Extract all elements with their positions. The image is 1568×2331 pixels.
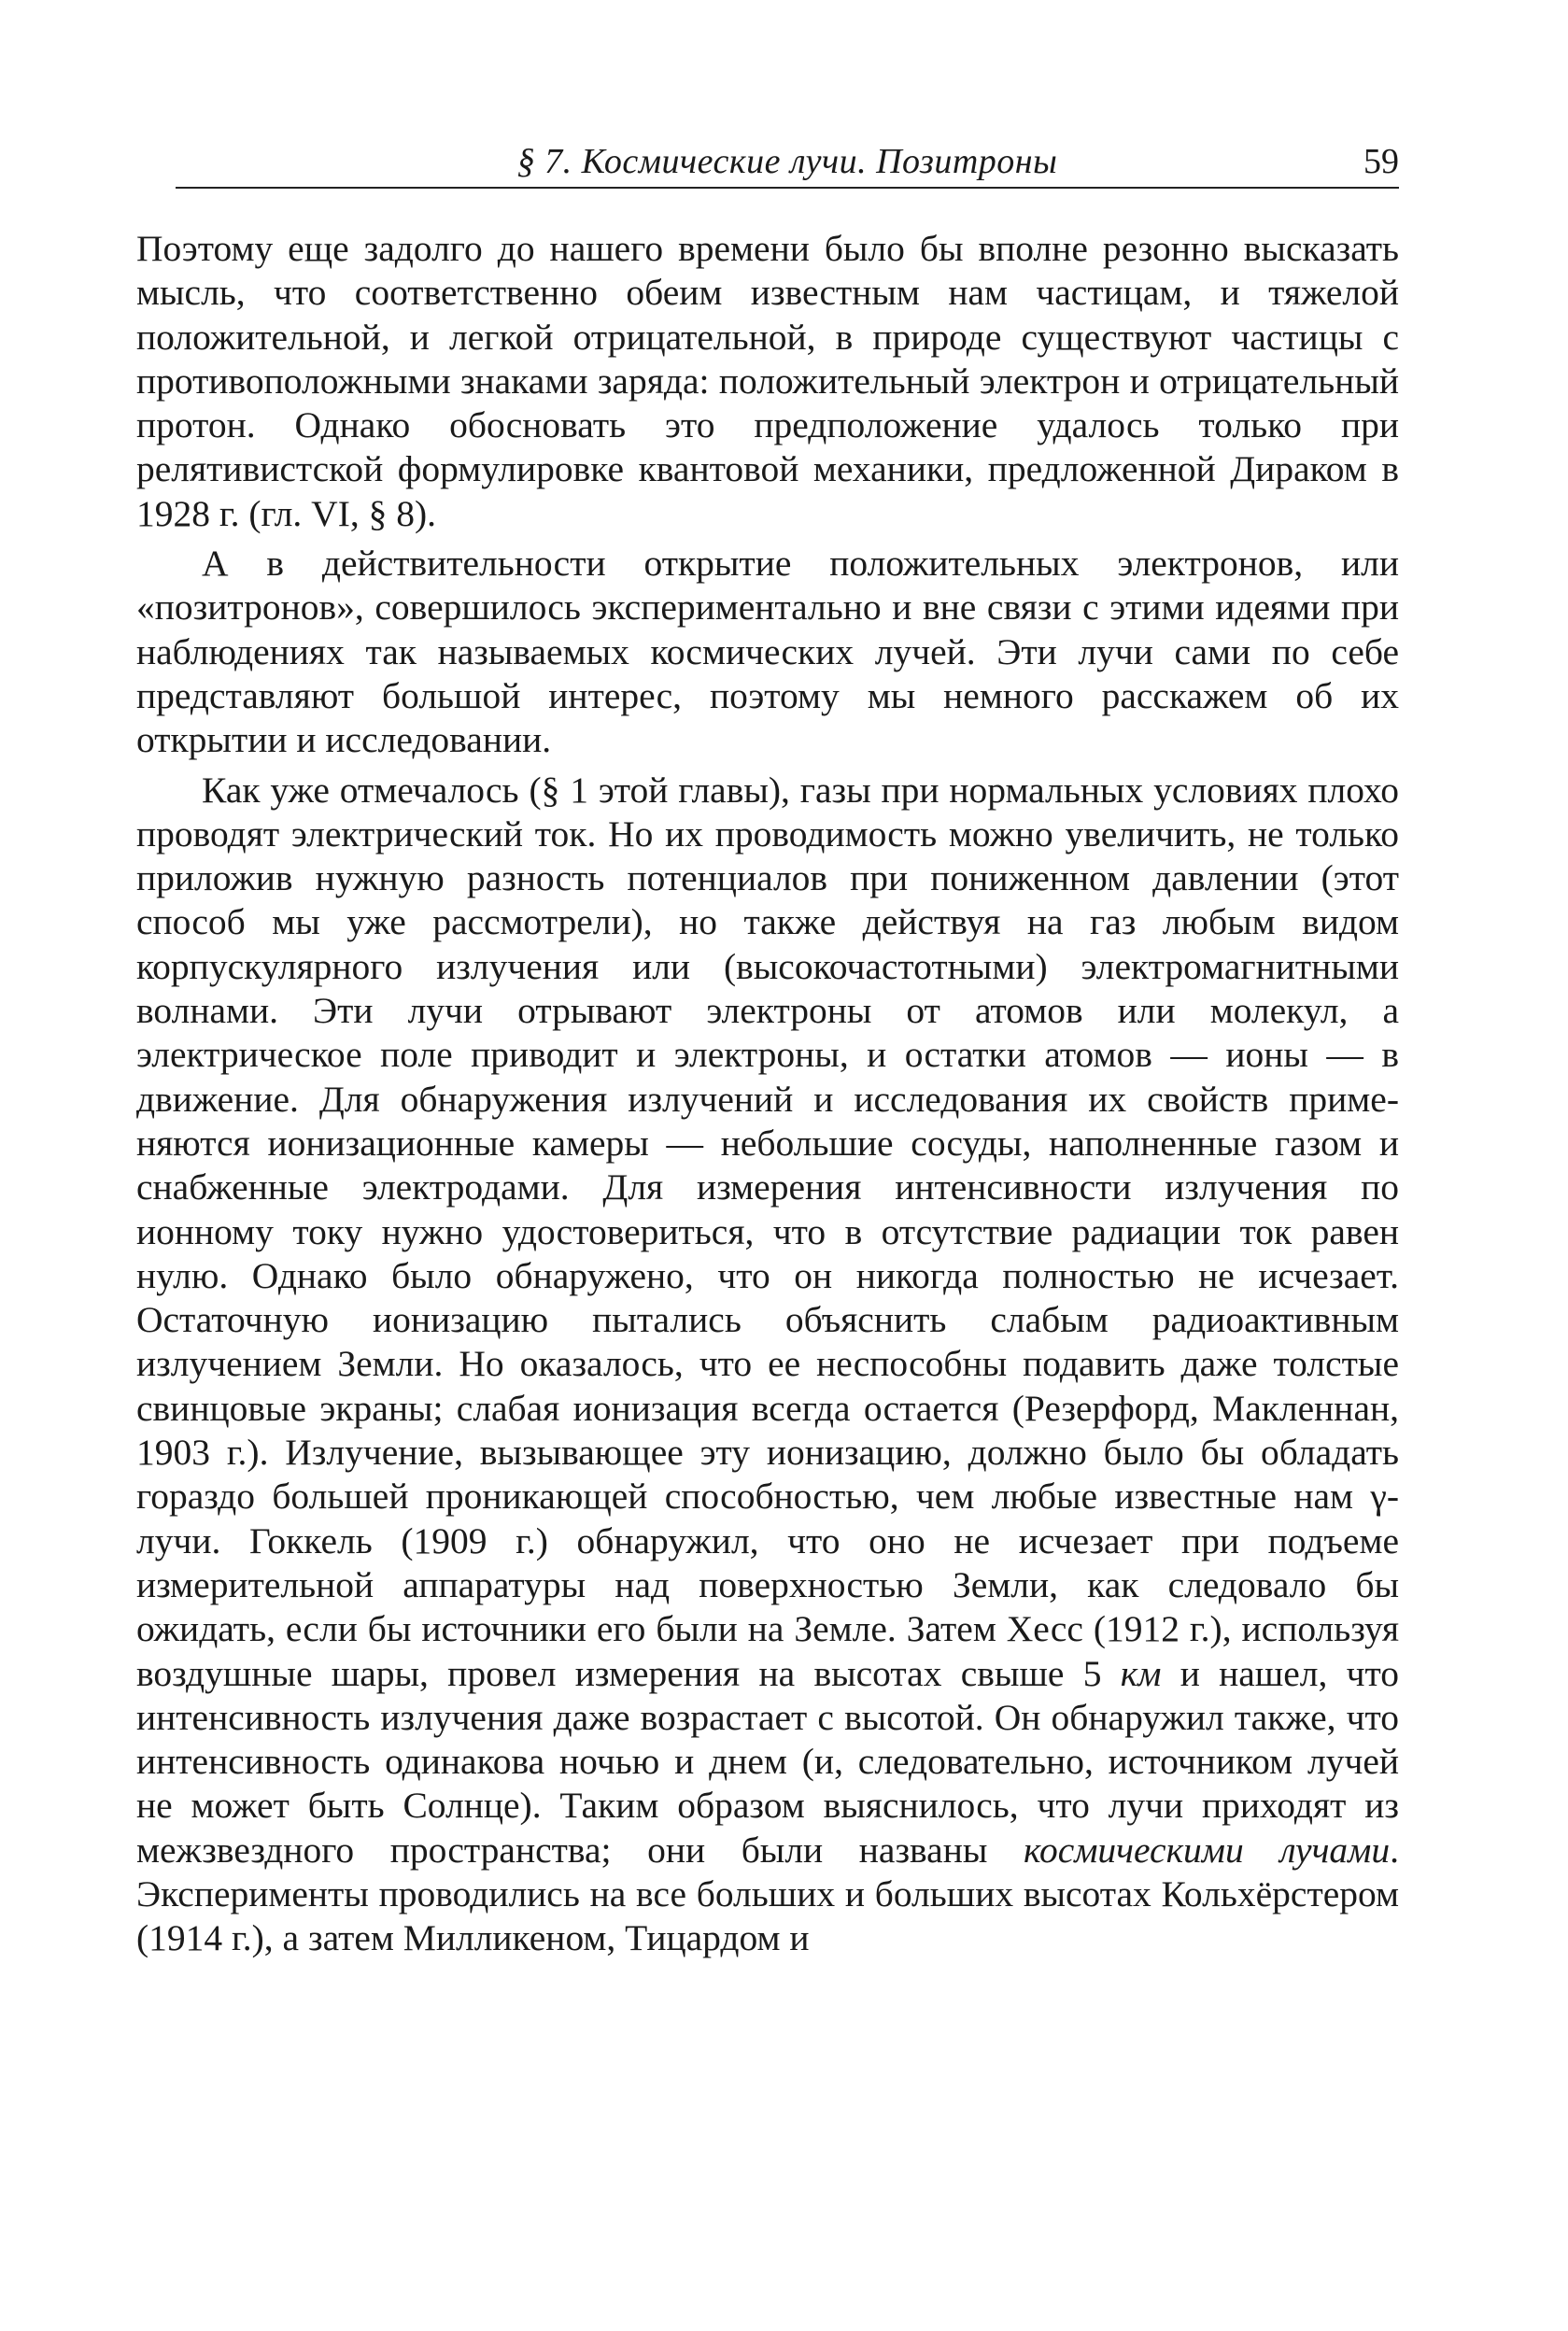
paragraph-3-part-1: Как уже отмечалось (§ 1 этой главы), газы при нормальных условиях плохо проводят электрический ток. Но их проводимость можно увеличить, не только приложив нужную разность потенциалов при пониженном давлении (этот способ мы уже рассмотрели), но также действуя на газ любым видом корпускулярного излучения или (высокочастотными) электромагнитными волнами. Эти лучи отрывают электроны от атомов или молекул, а электрическое поле приводит и электроны, и остатки атомов — ионы — в движение. Для обнаружения излучений и исследования их свойств применяются ионизационные камеры — небольшие сосуды, наполненные газом и снабженные электродами. Для измерения интенсивности излучения по ионному току нужно удостовериться, что в отсутствие радиации ток равен нулю. Однако было обнаружено, что он никогда полностью не исчезает. Остаточную ионизацию пытались объяснить слабым радиоактивным излучением Земли. Но оказалось, что ее неспособны подавить даже толстые свинцовые экраны; слабая ионизация всегда остается (Резерфорд, Макленнан, 1903 г.). Излучение, вызывающее эту ионизацию, должно было бы обладать гораздо большей проникающей способностью, чем любые известные нам γ-лучи. Гоккель (1909 г.) обнаружил, что оно не исчезает при подъеме измерительной аппаратуры над поверхностью Земли, как следовало бы ожидать, если бы источники его были на Земле. Затем Хесс (1912 г.), используя воздушные шары, провел измерения на высотах свыше 5 bbox=[136, 769, 1399, 1694]
paragraph-1: Поэтому еще задолго до нашего времени было бы вполне резонно высказать мысль, что соответственно обеим известным нам частицам, и тяжелой положительной, и легкой отрицательной, в природе существуют частицы с противоположными знаками заряда: положительный электрон и отрицательный протон. Однако обосновать это предположение удалось только при релятивистской формулировке квантовой механики, предложенной Дираком в 1928 г. (гл. VI, § 8). bbox=[136, 228, 1399, 534]
page-header bbox=[176, 138, 1399, 189]
body-text bbox=[136, 227, 1399, 1961]
term-cosmic-rays: космическими лучами bbox=[1023, 1829, 1391, 1871]
page-number: 59 bbox=[1363, 142, 1399, 181]
unit-km: км bbox=[1120, 1652, 1162, 1694]
running-title: § 7. Космические лучи. Позитроны bbox=[516, 142, 1058, 181]
paragraph-3-part-3: . Эксперименты проводились на все больших и больших высотах Кольхёрстером (1914 г.), а затем Милликеном, Тицардом и bbox=[136, 1829, 1399, 1959]
paragraph-2: А в действительности открытие положительных электронов, или «позитронов», совершилось экспериментально и вне связи с этими идеями при наблюдениях так называемых космических лучей. Эти лучи сами по себе представляют большой интерес, поэтому мы немного расскажем об их открытии и исследовании. bbox=[136, 543, 1399, 761]
paragraph-3-part-2: и нашел, что интенсивность излучения даже возрастает с высотой. Он обнаружил также, что интенсивность одинакова ночью и днем (и, следовательно, источником лучей не может быть Солнце). Таким образом выяснилось, что лучи приходят из межзвездного пространства; они были названы bbox=[136, 1652, 1399, 1871]
paragraph-3 bbox=[136, 769, 1399, 1961]
